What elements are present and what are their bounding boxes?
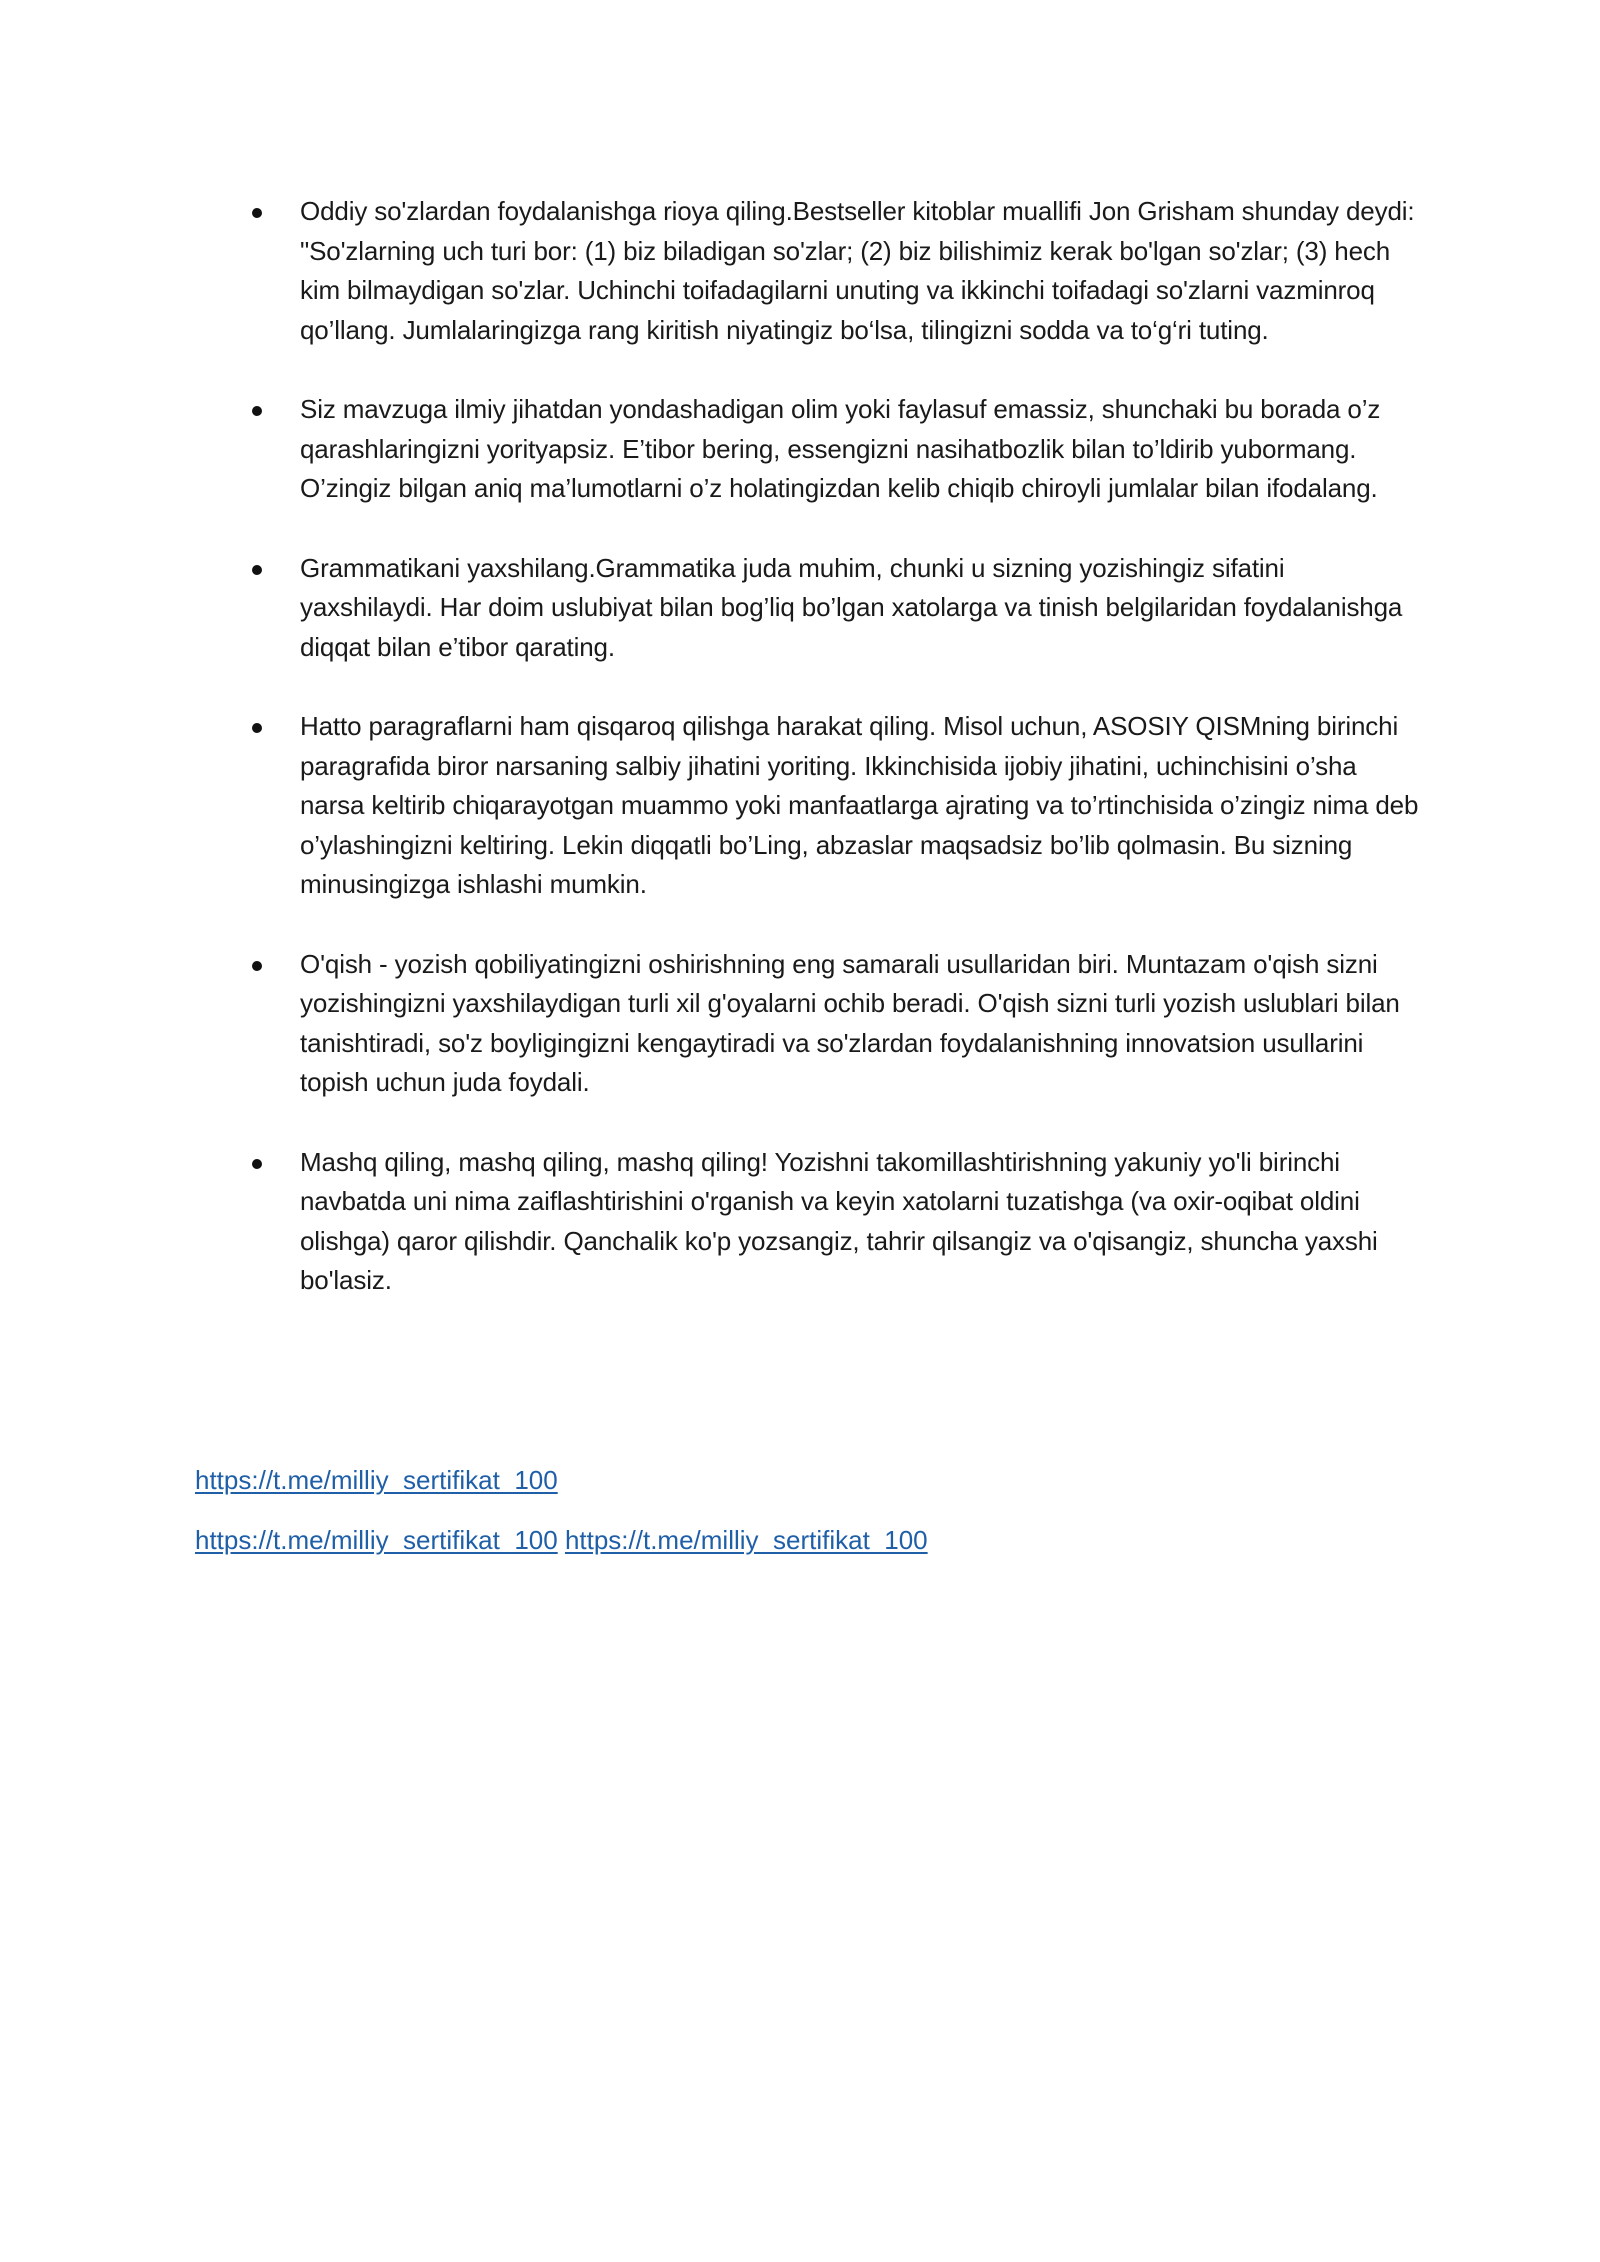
bullet-point-icon: [252, 208, 262, 218]
bullet-point-icon: [252, 961, 262, 971]
bullet-text: Grammatikani yaxshilang.Grammatika juda muhim, chunki u sizning yozishingiz sifatini yaxshilaydi. Har doim uslubiyat bilan bog’liq bo’lgan xatolarga va tinish belgilaridan foydalanishga diqqat bilan e’tibor qarating.: [300, 552, 1403, 662]
bullet-item-practice: [248, 1143, 1420, 1301]
telegram-link[interactable]: https://t.me/milliy_sertifikat_100: [195, 1465, 558, 1495]
bullet-text: Oddiy so'zlardan foydalanishga rioya qiling.Bestseller kitoblar muallifi Jon Grisham shunday deydi: "So'zlarning uch turi bor: (1) biz biladigan so'zlar; (2) biz bilishimiz kerak bo'lgan so'zlar; (3) hech kim bilmaydigan so'zlar. Uchinchi toifadagilarni unuting va ikkinchi toifadagi so'zlarni vazminroq qo’llang. Jumlalaringizga rang kiritish niyatingiz bo‘lsa, tilingizni sodda va to‘g‘ri tuting.: [300, 196, 1415, 345]
bullet-item-own-views: [248, 390, 1420, 509]
tips-bullet-list: [248, 192, 1420, 1341]
bullet-item-reading: [248, 945, 1420, 1103]
link-line-1: [195, 1460, 1395, 1500]
bullet-item-simple-words: [248, 192, 1420, 350]
bullet-point-icon: [252, 1159, 262, 1169]
bullet-text: Siz mavzuga ilmiy jihatdan yondashadigan olim yoki faylasuf emassiz, shunchaki bu borada o’z qarashlaringizni yorityapsiz. E’tibor bering, essengizni nasihatbozlik bilan to’ldirib yubormang. O’zingiz bilgan aniq ma’lumotlarni o’z holatingizdan kelib chiqib chiroyli jumlalar bilan ifodalang.: [300, 394, 1381, 503]
bullet-item-grammar: [248, 549, 1420, 668]
bullet-point-icon: [252, 565, 262, 575]
telegram-link[interactable]: https://t.me/milliy_sertifikat_100: [564, 1525, 928, 1555]
telegram-link[interactable]: https://t.me/milliy_sertifikat_100: [195, 1525, 558, 1555]
link-line-2: [195, 1520, 1395, 1560]
bullet-item-short-paragraphs: [248, 707, 1420, 905]
bullet-text: O'qish - yozish qobiliyatingizni oshirishning eng samarali usullaridan biri. Muntazam o'qish sizni yozishingizni yaxshilaydigan turli xil g'oyalarni ochib beradi. O'qish sizni turli yozish uslublari bilan tanishtiradi, so'z boyligingizni kengaytiradi va so'zlardan foydalanishning innovatsion usullarini topish uchun juda foydali.: [300, 948, 1400, 1097]
bullet-text: Hatto paragraflarni ham qisqaroq qilishga harakat qiling. Misol uchun, ASOSIY QISMning birinchi paragrafida biror narsaning salbiy jihatini yoriting. Ikkinchisida ijobiy jihatini, uchinchisini o’sha narsa keltirib chiqarayotgan muammo yoki manfaatlarga ajrating va to’rtinchisida o’zingiz nima deb o’ylashingizni keltiring. Lekin diqqatli bo’Ling, abzaslar maqsadsiz bo’lib qolmasin. Bu sizning minusingizga ishlashi mumkin.: [300, 711, 1419, 899]
telegram-links-section: [195, 1460, 1395, 1580]
bullet-point-icon: [252, 723, 262, 733]
bullet-text: Mashq qiling, mashq qiling, mashq qiling! Yozishni takomillashtirishning yakuniy yo'li birinchi navbatda uni nima zaiflashtirishini o'rganish va keyin xatolarni tuzatishga (va oxir-oqibat oldini olishga) qaror qilishdir. Qanchalik ko'p yozsangiz, tahrir qilsangiz va o'qisangiz, shuncha yaxshi bo'lasiz.: [300, 1146, 1378, 1295]
bullet-point-icon: [252, 406, 262, 416]
